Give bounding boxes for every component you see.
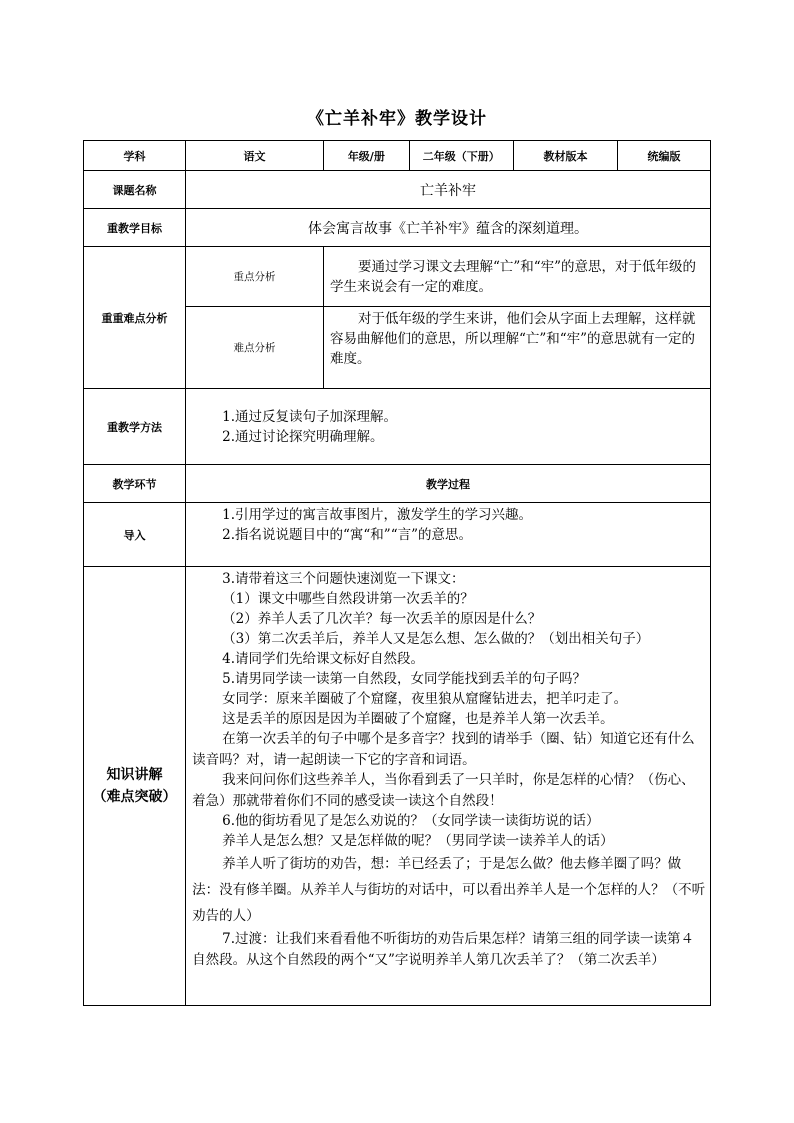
knowledge-line: （2）养羊人丢了几次羊？每一次丢羊的原因是什么？: [222, 611, 542, 627]
method-list: [186, 389, 711, 465]
key-analysis-text: 要通过学习课文去理解“亡”和“牢”的意思，对于低年级的学生来说会有一定的难度。: [323, 247, 710, 307]
key-analysis-label: 重点分析: [186, 247, 324, 307]
intro-list: [186, 503, 711, 567]
knowledge-label: [84, 567, 186, 1006]
edition-label: 教材版本: [513, 141, 617, 171]
hard-analysis-label: 难点分析: [186, 307, 324, 389]
knowledge-line: （3）第二次丢羊后，养羊人又是怎么想、怎么做的？（划出相关句子）: [222, 631, 650, 647]
knowledge-line: 女同学：原来羊圈破了个窟窿，夜里狼从窟窿钻进去，把羊叼走了。: [222, 691, 628, 707]
analysis-key-row: [84, 247, 711, 307]
method-label: 重教学方法: [84, 389, 186, 465]
knowledge-line: （1）课文中哪些自然段讲第一次丢羊的？: [222, 591, 474, 607]
edition-value: 统编版: [618, 141, 711, 171]
process-label: 教学过程: [186, 465, 711, 503]
goal-row: [84, 209, 711, 247]
method-item: 2.通过讨论探究明确理解。: [222, 428, 384, 445]
intro-item: 1.引用学过的寓言故事图片，激发学生的学习兴趣。: [222, 507, 532, 523]
topic-row: [84, 171, 711, 209]
subject-label: 学科: [84, 141, 186, 171]
method-item: 1.通过反复读句子加深理解。: [222, 408, 397, 425]
document-title: 《亡羊补牢》教学设计: [307, 109, 487, 129]
knowledge-line: 养羊人听了街坊的劝告，想：羊已经丢了；于是怎么做？他去修羊圈了吗？做法：没有修羊圈。从养羊人与街坊的对话中，可以看出养羊人是一个怎样的人？（不听劝告的人）: [192, 856, 706, 925]
topic-label: 课题名称: [84, 171, 186, 209]
knowledge-content: [186, 567, 711, 1006]
method-row: [84, 389, 711, 465]
knowledge-line: 我来问问你们这些养羊人，当你看到丢了一只羊时，你是怎样的心情？（伤心、着急）那就带着你们不同的感受读一读这个自然段！: [192, 772, 695, 809]
header-row: [84, 141, 711, 171]
topic-value: 亡羊补牢: [186, 171, 711, 209]
goal-value: 体会寓言故事《亡羊补牢》蕴含的深刻道理。: [186, 209, 711, 247]
analysis-label: 重重难点分析: [84, 247, 186, 389]
knowledge-line: 养羊人是怎么想？又是怎样做的呢？（男同学读一读养羊人的话）: [222, 833, 614, 850]
process-header-row: [84, 465, 711, 503]
knowledge-line: 3.请带着这三个问题快速浏览一下课文：: [222, 571, 465, 587]
hard-analysis-text: 对于低年级的学生来讲，他们会从字面上去理解，这样就容易曲解他们的意思，所以理解“亡”和“牢”的意思就有一定的难度。: [323, 307, 710, 389]
knowledge-line: 这是丢羊的原因是因为羊圈破了个窟窿，也是养羊人第一次丢羊。: [222, 711, 614, 727]
knowledge-row: [84, 567, 711, 1006]
knowledge-line: 7.过渡：让我们来看看他不听街坊的劝告后果怎样？请第三组的同学读一读第４自然段。从这个自然段的两个“又”字说明养羊人第几次丢羊了？（第二次丢羊）: [192, 931, 694, 968]
knowledge-line: 4.请同学们先给课文标好自然段。: [222, 651, 424, 667]
process-stage-label: 教学环节: [84, 465, 186, 503]
knowledge-line: 6.他的街坊看见了是怎么劝说的？（女同学读一读街坊说的话）: [222, 813, 600, 830]
grade-value: 二年级（下册）: [409, 141, 513, 171]
subject-value: 语文: [186, 141, 324, 171]
knowledge-line: 5.请男同学读一读第一自然段，女同学能找到丢羊的句子吗？: [222, 671, 586, 687]
intro-label: 导入: [84, 503, 186, 567]
knowledge-line: 在第一次丢羊的句子中哪个是多音字？找到的请举手（圈、钻）知道它还有什么读音吗？对，请一起朗读一下它的字音和词语。: [192, 731, 695, 768]
intro-item: 2.指名说说题目中的“寓“和”“言”的意思。: [222, 527, 472, 543]
intro-row: [84, 503, 711, 567]
knowledge-label-line1: 知识讲解: [106, 767, 163, 783]
knowledge-label-line2: （难点突破）: [92, 789, 177, 805]
lesson-plan-table: [83, 140, 711, 1006]
grade-label: 年级/册: [323, 141, 409, 171]
goal-label: 重教学目标: [84, 209, 186, 247]
